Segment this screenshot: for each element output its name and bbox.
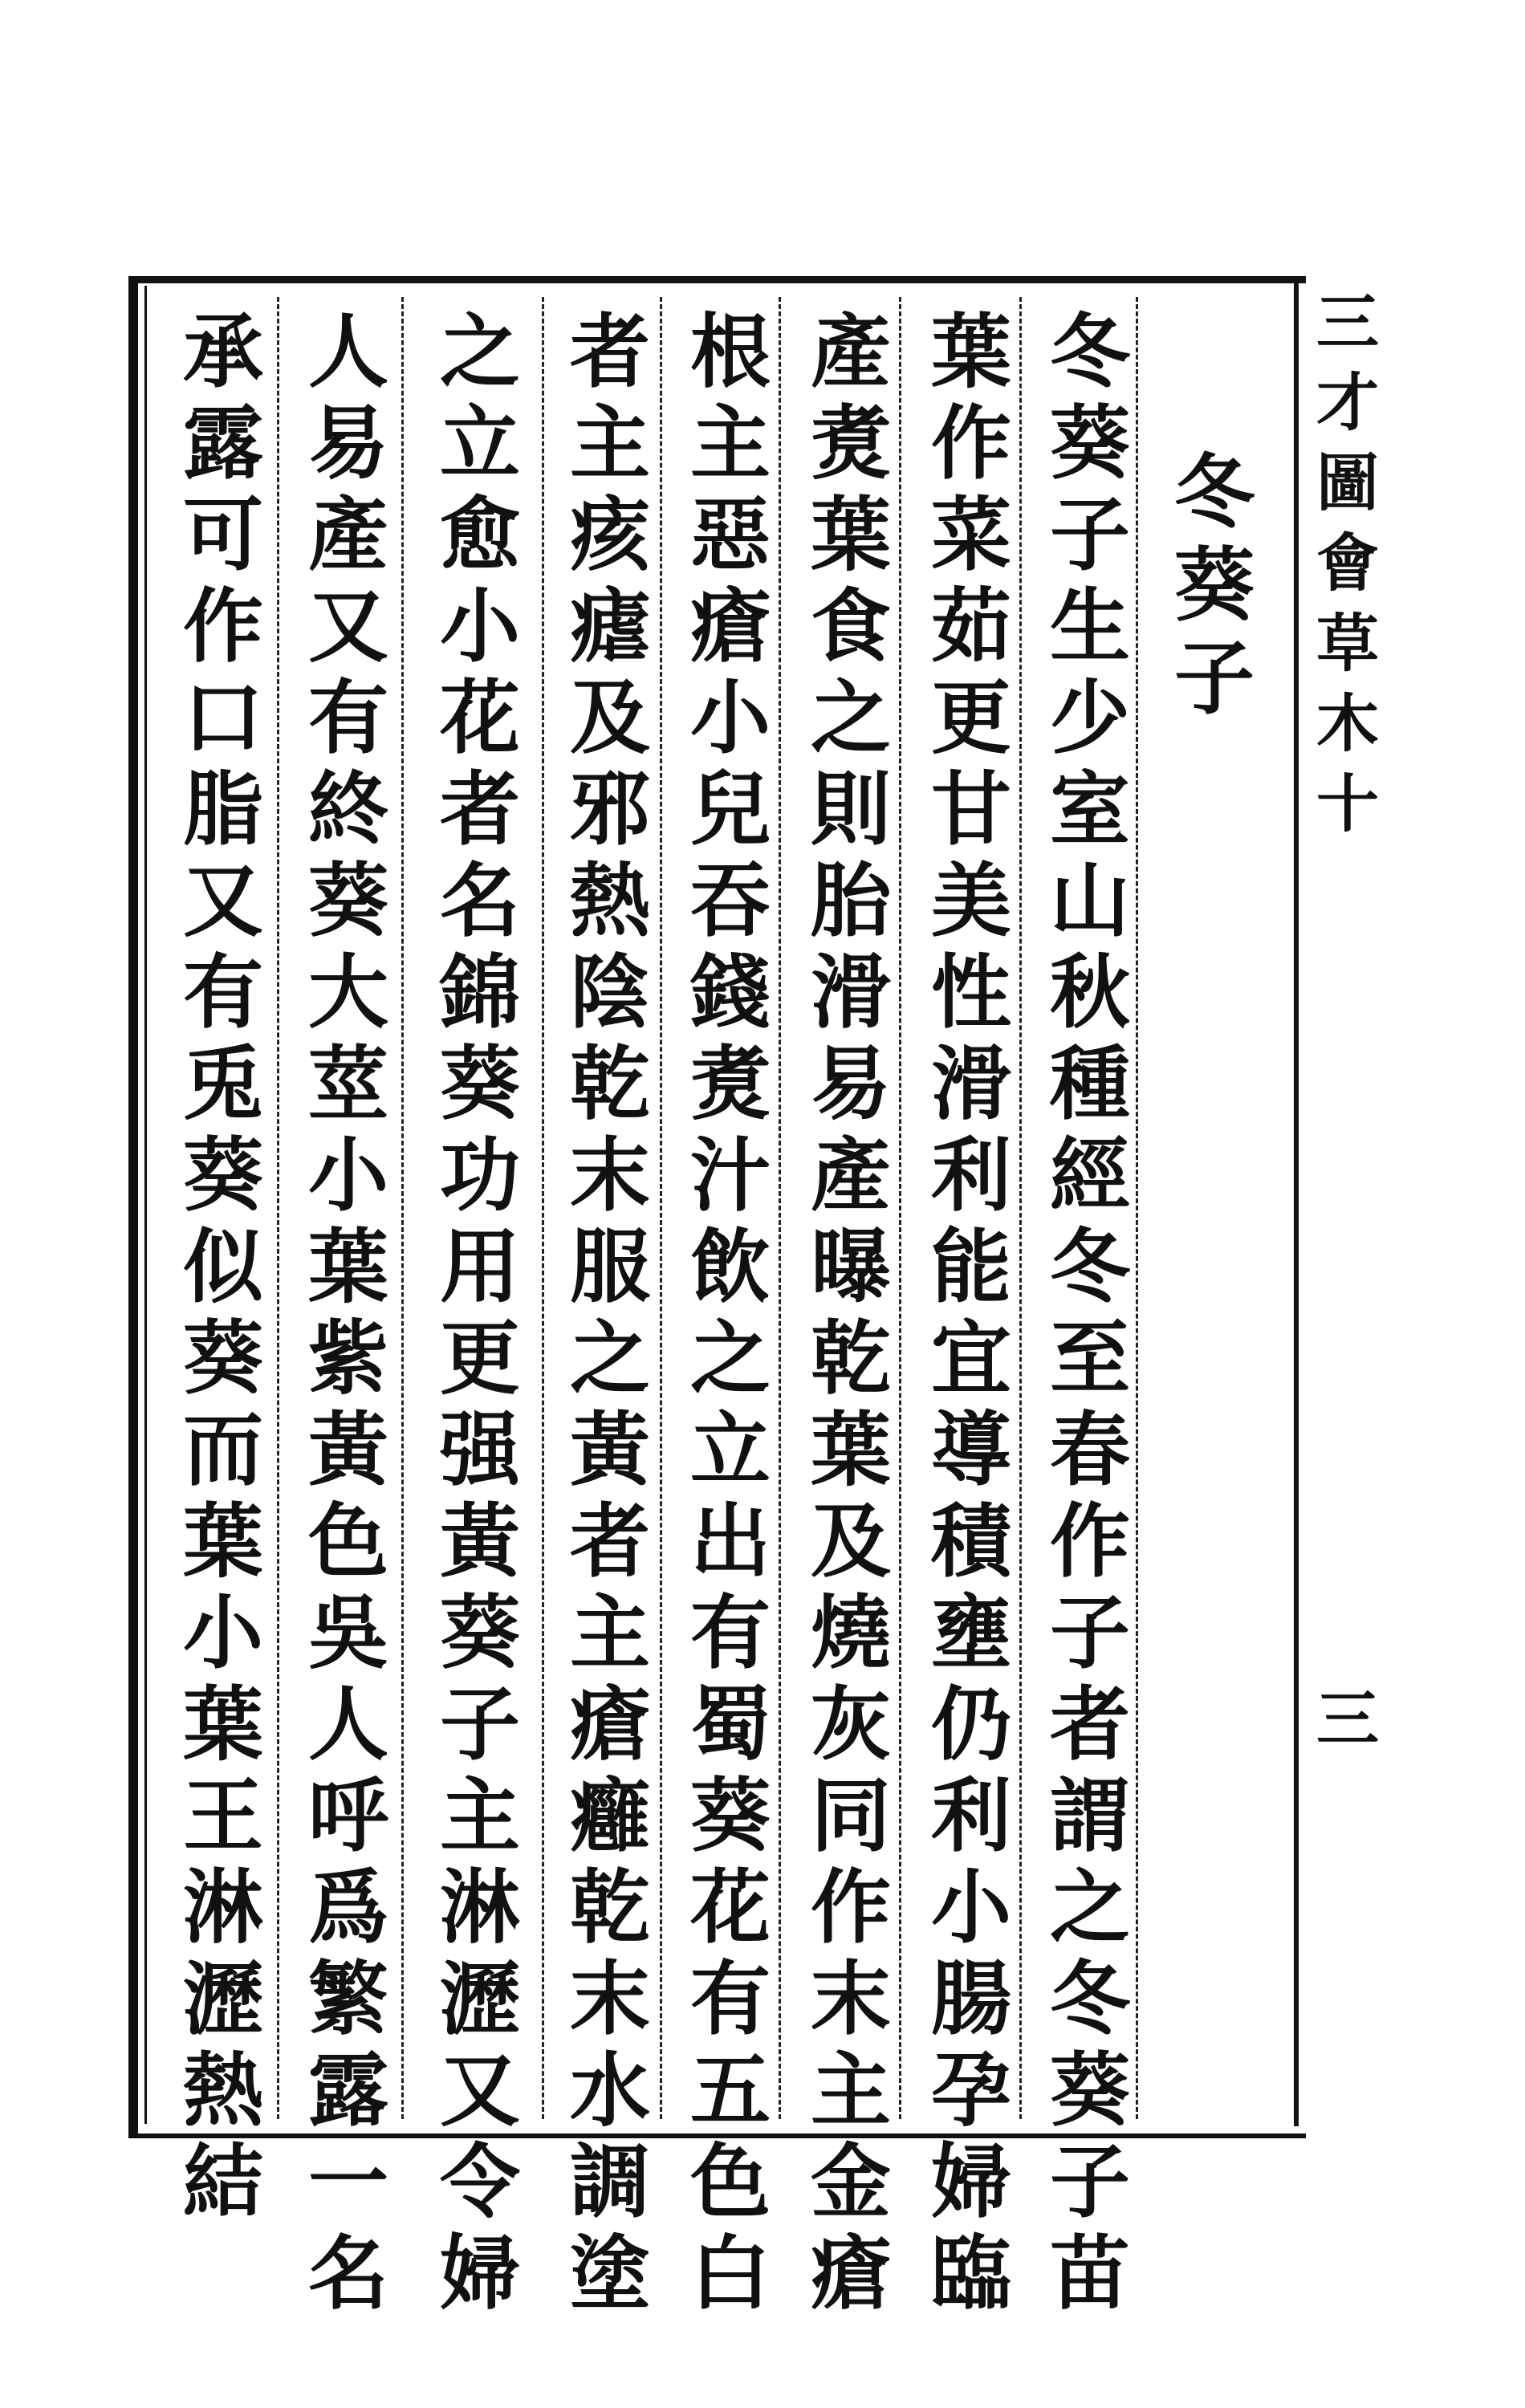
column-text: 根主惡瘡小兒吞錢煑汁飲之立出有蜀葵花有五色白 [677, 309, 771, 2322]
column-text: 冬葵子生少室山秋種經冬至春作子者謂之冬葵子苗 [1036, 309, 1131, 2322]
text-column-4 [668, 309, 780, 2322]
column-text: 產煑葉食之則胎滑易產曝乾葉及燒灰同作末主金瘡 [797, 309, 892, 2322]
column-divider [660, 297, 662, 2119]
column-text: 者主痎瘧及邪熱陰乾末服之黃者主瘡癰乾末水調塗 [556, 309, 651, 2322]
text-column-1 [1027, 309, 1140, 2322]
column-text: 葉作菜茹更甘美性滑利能宜導積壅仍利小腸孕婦臨 [917, 309, 1012, 2322]
frame-inner-rule [144, 286, 147, 2124]
margin-rule [1294, 276, 1299, 2126]
column-text: 人易產又有終葵大莖小葉紫黃色吳人呼爲繁露一名 [295, 309, 389, 2322]
text-column-2 [909, 309, 1021, 2322]
column-text: 承露可作口脂又有兎葵似葵而葉小葉王淋瀝熱結 [169, 309, 264, 2231]
text-column-7 [286, 309, 398, 2322]
column-text: 之立愈小花者名錦葵功用更强黃葵子主淋瀝又令婦 [426, 309, 521, 2322]
text-column-8 [161, 309, 273, 2231]
text-column-3 [788, 309, 901, 2322]
entry-heading: 冬葵子 [1161, 449, 1255, 729]
text-column-6 [417, 309, 530, 2322]
text-column-5 [547, 309, 660, 2322]
column-divider [542, 297, 544, 2119]
margin-title: 三才圖會草木十 [1306, 289, 1379, 851]
margin-page-number: 三 [1306, 1686, 1379, 1748]
column-divider [277, 297, 279, 2119]
column-divider [401, 297, 404, 2119]
